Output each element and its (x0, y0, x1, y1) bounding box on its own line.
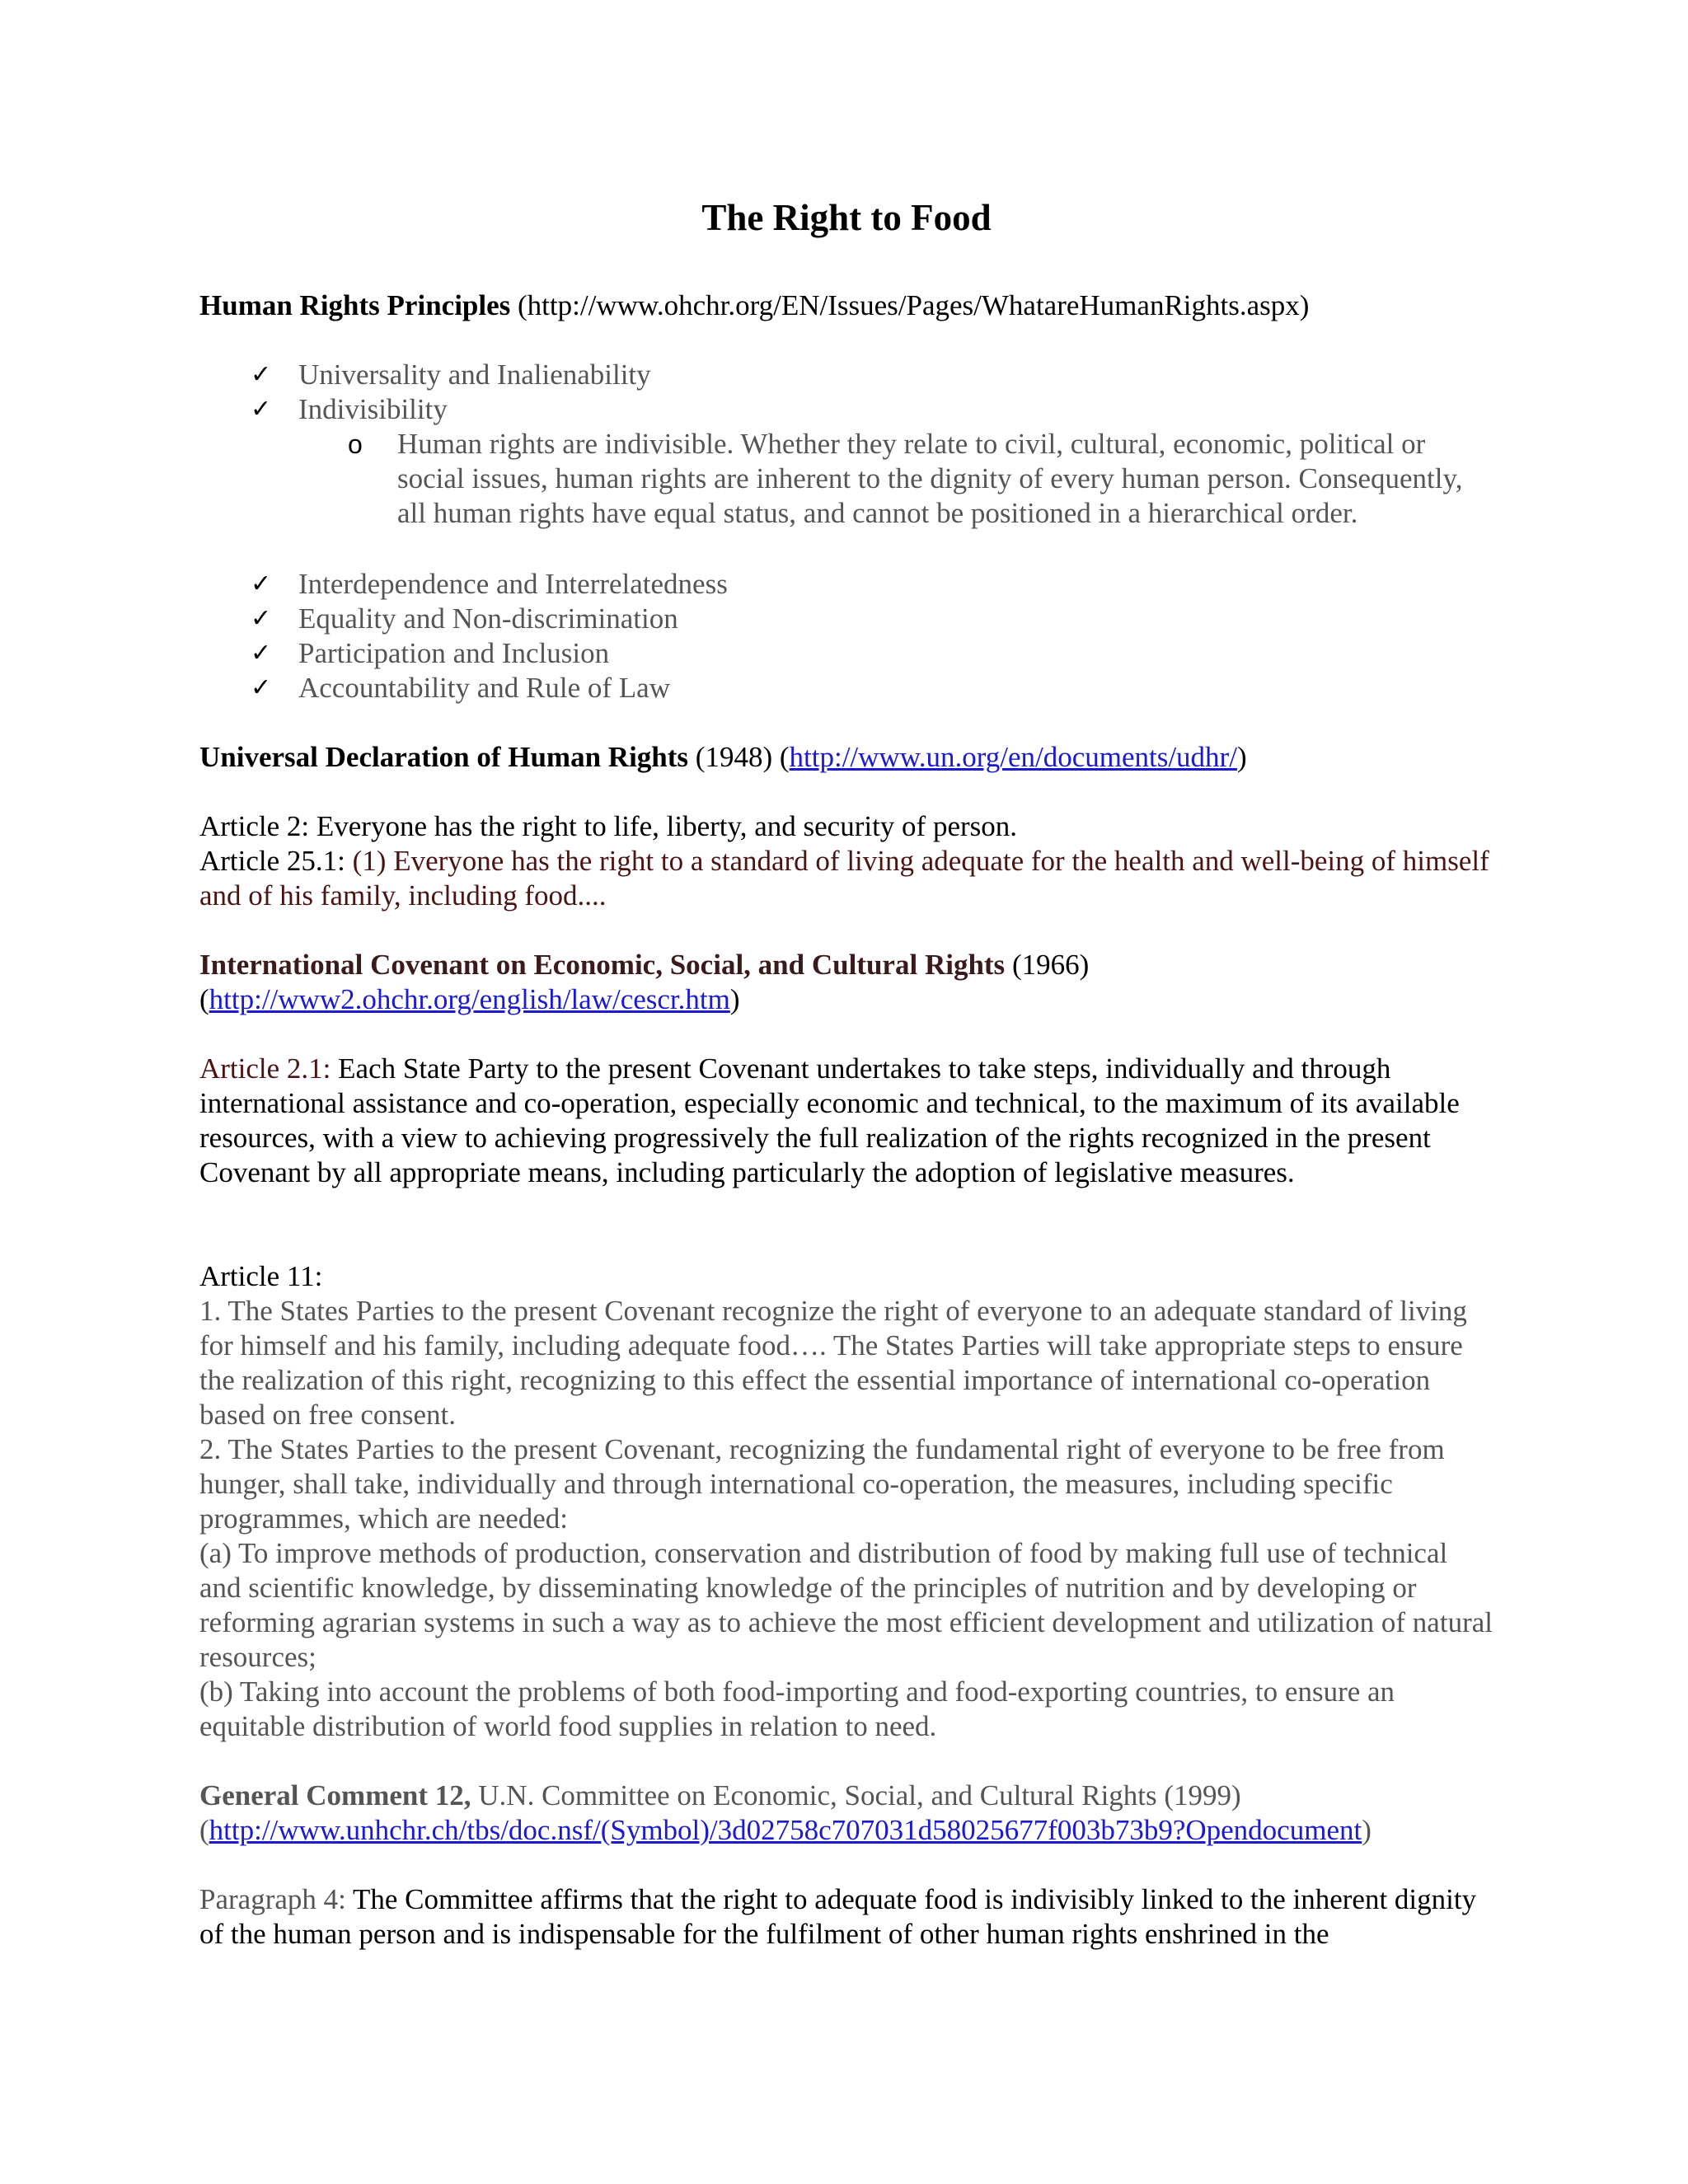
icescr-link-line (199, 982, 1493, 1017)
gc12-text: U.N. Committee on Economic, Social, and Cultural Rights (1999) (471, 1779, 1241, 1811)
udhr-close-paren: ) (1236, 741, 1247, 773)
list-item: Universality and Inalienability (298, 359, 651, 391)
udhr-year: (1948) ( (688, 741, 790, 773)
circle-bullet-icon: o (348, 429, 363, 459)
list-item: Accountability and Rule of Law (298, 672, 670, 704)
gc12-heading-line (199, 1779, 1493, 1813)
gc12-paragraph-4-text: The Committee affirms that the right to adequate food is indivisibly linked to the inherent dignity of the human person and is indispensable for the fulfilment of other human rights enshrined in the (199, 1883, 1477, 1950)
list-item: Interdependence and Interrelatedness (298, 568, 728, 600)
icescr-article-2-1-label: Article 2.1: (199, 1052, 339, 1085)
gc12-open-paren: ( (199, 1814, 209, 1846)
page-title: The Right to Food (701, 197, 992, 238)
check-icon: ✓ (251, 360, 272, 389)
icescr-close-paren: ) (729, 983, 740, 1015)
udhr-article-25 (199, 844, 1493, 913)
icescr-heading: International Covenant on Economic, Social, and Cultural Rights (199, 949, 1006, 981)
gc12-link[interactable]: http://www.unhchr.ch/tbs/doc.nsf/(Symbol)/3d02758c707031d58025677f003b73b9?Opendocument (209, 1814, 1362, 1846)
icescr-article-2-1 (199, 1052, 1493, 1190)
hr-principles-heading-line (199, 288, 1493, 323)
gc12-paragraph-4-label: Paragraph 4: (199, 1883, 353, 1915)
udhr-heading-line (199, 740, 1493, 775)
list-item: Equality and Non-discrimination (298, 602, 678, 635)
icescr-article-11-item-a: (a) To improve methods of production, conservation and distribution of food by making full use of technical and scientific knowledge, by disseminating knowledge of the principles of nutrition and by developing or reforming agrarian systems in such a way as to achieve the most efficient development and utilization of natural resources; (199, 1537, 1493, 1673)
icescr-open-paren: ( (199, 983, 209, 1015)
icescr-article-11-label: Article 11: (199, 1260, 323, 1292)
gc12-close-paren: ) (1362, 1814, 1372, 1846)
check-icon: ✓ (251, 673, 272, 702)
check-icon: ✓ (251, 395, 272, 424)
udhr-article-25-label: Article 25.1: (199, 845, 353, 877)
icescr-article-2-1-text: Each State Party to the present Covenant undertakes to take steps, individually and through international assistance and co-operation, especially economic and technical, to the maximum of its available resources, with a view to achieving progressively the full realization of the rights recognized in the present Covenant by all appropriate means, including particularly the adoption of legislative measures. (199, 1052, 1460, 1188)
icescr-heading-line (199, 948, 1493, 982)
udhr-heading: Universal Declaration of Human Rights (199, 741, 689, 773)
indivisibility-description: Human rights are indivisible. Whether they relate to civil, cultural, economic, political or social issues, human rights are inherent to the dignity of every human person. Consequently, all human rights have equal status, and cannot be positioned in a hierarchical order. (397, 428, 1463, 529)
udhr-article-25-text: (1) Everyone has the right to a standard of living adequate for the health and well-being of himself and of his family, including food.... (199, 845, 1489, 912)
icescr-article-11-para-1: 1. The States Parties to the present Covenant recognize the right of everyone to an adequate standard of living for himself and his family, including adequate food…. The States Parties will take appropriate steps to ensure the realization of this right, recognizing to this effect the essential importance of international co-operation based on free consent. (199, 1295, 1467, 1431)
hr-principles-heading: Human Rights Principles (199, 289, 511, 321)
icescr-link[interactable]: http://www2.ohchr.org/english/law/cescr.htm (209, 983, 730, 1015)
icescr-article-11-item-b: (b) Taking into account the problems of both food-importing and food-exporting countries, to ensure an equitable distribution of world food supplies in relation to need. (199, 1675, 1395, 1742)
hr-principles-url: (http://www.ohchr.org/EN/Issues/Pages/WhatareHumanRights.aspx) (510, 289, 1310, 321)
list-item: Participation and Inclusion (298, 637, 610, 669)
udhr-article-2: Article 2: Everyone has the right to life, liberty, and security of person. (199, 810, 1018, 842)
icescr-year: (1966) (1005, 949, 1090, 981)
check-icon: ✓ (251, 639, 272, 668)
gc12-paragraph-4 (199, 1882, 1493, 1952)
check-icon: ✓ (251, 604, 272, 633)
icescr-article-11-para-2: 2. The States Parties to the present Covenant, recognizing the fundamental right of everyone to be free from hunger, shall take, individually and through international co-operation, the measures, including specific programmes, which are needed: (199, 1433, 1445, 1535)
gc12-link-line (199, 1813, 1493, 1848)
udhr-link[interactable]: http://www.un.org/en/documents/udhr/ (789, 741, 1237, 773)
list-item: Indivisibility (298, 393, 448, 425)
gc12-heading: General Comment 12, (199, 1779, 471, 1811)
check-icon: ✓ (251, 569, 272, 598)
